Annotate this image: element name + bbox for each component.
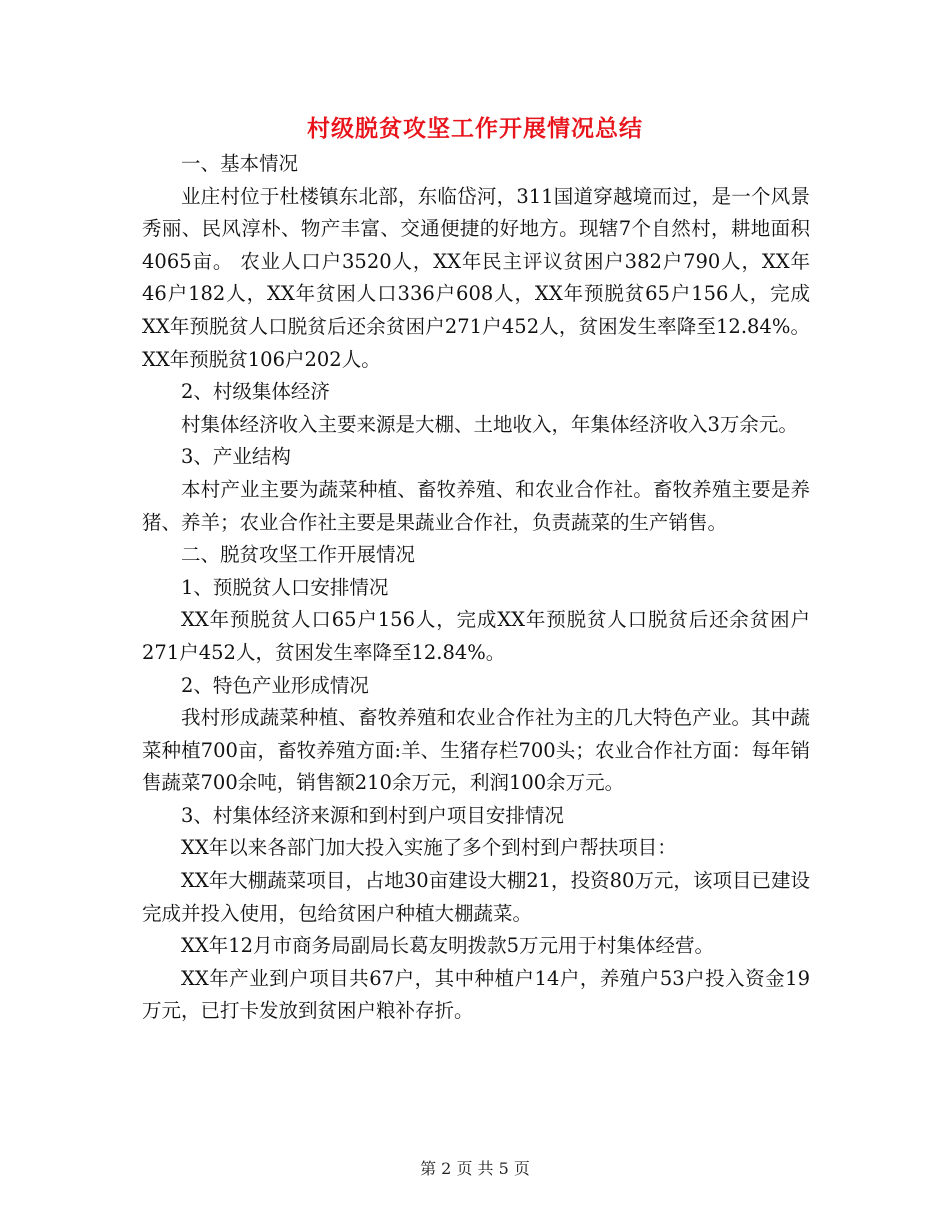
- subheading-projects: 3、村集体经济来源和到村到户项目安排情况: [181, 803, 564, 827]
- paragraph-village-overview: 业庄村位于杜楼镇东北部，东临岱河，311国道穿越境而过，是一个风景秀丽、民风淳朴、物产丰富、交通便捷的好地方。现辖7个自然村，耕地面积4065亩。 农业人口户3520人，XX年民主评议贫困户382户790人，XX年46户182人，XX年贫困人口336户608人，XX年预脱贫65户156人，完成XX年预脱贫人口脱贫后还余贫困户271户452人，贫困发生率降至12.84%。XX年预脱贫106户202人。: [142, 184, 810, 371]
- paragraph-greenhouse-project: XX年大棚蔬菜项目，占地30亩建设大棚21，投资80万元，该项目已建设完成并投入使用，包给贫困户种植大棚蔬菜。: [142, 869, 810, 925]
- paragraph-industry-structure: 本村产业主要为蔬菜种植、畜牧养殖、和农业合作社。畜牧养殖主要是养猪、养羊；农业合作社主要是果蔬业合作社，负责蔬菜的生产销售。: [142, 477, 810, 534]
- section-heading-basic: 一、基本情况: [181, 152, 299, 175]
- paragraph-projects-intro: XX年以来各部门加大投入实施了多个到村到户帮扶项目：: [181, 836, 677, 860]
- subheading-pre-poverty-arrangement: 1、预脱贫人口安排情况: [181, 575, 389, 599]
- subheading-special-industry: 2、特色产业形成情况: [181, 673, 369, 697]
- page-number-footer: 第 2 页 共 5 页: [420, 1159, 530, 1178]
- paragraph-special-industry: 我村形成蔬菜种植、畜牧养殖和农业合作社为主的几大特色产业。其中蔬菜种植700亩，畜牧养殖方面:羊、生猪存栏700头；农业合作社方面：每年销售蔬菜700余吨，销售额210余万元，利润100余万元。: [142, 706, 810, 795]
- paragraph-collective-economy: 村集体经济收入主要来源是大棚、土地收入，年集体经济收入3万余元。: [181, 412, 798, 436]
- paragraph-household-projects: XX年产业到户项目共67户，其中种植户14户，养殖户53户投入资金19万元，已打卡发放到贫困户粮补存折。: [142, 966, 810, 1023]
- paragraph-pre-poverty-arrangement: XX年预脱贫人口65户156人，完成XX年预脱贫人口脱贫后还余贫困户271户452人，贫困发生率降至12.84%。: [142, 608, 810, 664]
- section-heading-poverty-work: 二、脱贫攻坚工作开展情况: [181, 543, 416, 567]
- subheading-industry-structure: 3、产业结构: [181, 445, 291, 469]
- paragraph-commerce-funding: XX年12月市商务局副局长葛友明拨款5万元用于村集体经营。: [181, 934, 714, 958]
- document-body: [142, 148, 810, 1028]
- subheading-collective-economy: 2、村级集体经济: [181, 380, 330, 404]
- document-title: 村级脱贫攻坚工作开展情况总结: [307, 116, 643, 142]
